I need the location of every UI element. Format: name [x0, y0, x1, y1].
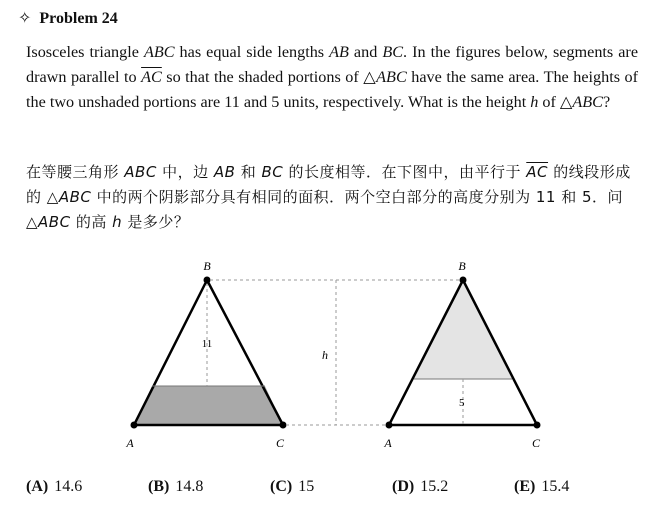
- right-height-label: 5: [459, 397, 465, 409]
- right-label-b: B: [458, 259, 466, 273]
- left-label-b: B: [203, 259, 211, 273]
- right-label-a: A: [384, 436, 392, 450]
- right-vertex-a-dot: [386, 422, 393, 429]
- left-vertex-c-dot: [280, 422, 287, 429]
- right-vertex-b-dot: [460, 277, 467, 284]
- english-problem-text: Isosceles triangle ABC has equal side lengths AB and BC. In the figures below, segments are drawn parallel to $\overline{AC}$ so that the shaded portions of △ABC have the same area. The heights of the two unshaded portions are 11 and 5 units, respectively. What is the height h of △ABC?: [26, 43, 639, 111]
- choice-d[interactable]: (D) 15.2: [392, 478, 449, 495]
- right-shaded-triangle: [414, 280, 512, 379]
- left-label-c: C: [275, 436, 285, 450]
- left-vertex-a-dot: [131, 422, 138, 429]
- choice-c[interactable]: (C) 15: [270, 478, 315, 495]
- right-vertex-c-dot: [534, 422, 541, 429]
- triangle-figures: [0, 255, 658, 470]
- star-icon: ✧: [18, 10, 32, 27]
- choice-b[interactable]: (B) 14.8: [148, 478, 204, 495]
- left-shaded-trapezoid: [134, 386, 283, 425]
- problem-header: [18, 8, 118, 28]
- h-label: h: [322, 348, 328, 362]
- left-height-label: 11: [201, 338, 213, 350]
- right-label-c: C: [531, 436, 541, 450]
- problem-title: Problem 24: [39, 10, 118, 27]
- chinese-problem-text: 在等腰三角形 ABC 中，边 AB 和 BC 的长度相等．在下图中，由平行于 $\overline{AC}$ 的线段形成的 △ABC 中的两个阴影部分具有相同的面积．两个空白部分的高度分别为 11 和 5．问 △ABC 的高 h 是多少？: [26, 163, 631, 231]
- left-vertex-b-dot: [204, 277, 211, 284]
- choice-a[interactable]: (A) 14.6: [26, 478, 83, 495]
- choice-e[interactable]: (E) 15.4: [514, 478, 570, 495]
- left-label-a: A: [126, 436, 134, 450]
